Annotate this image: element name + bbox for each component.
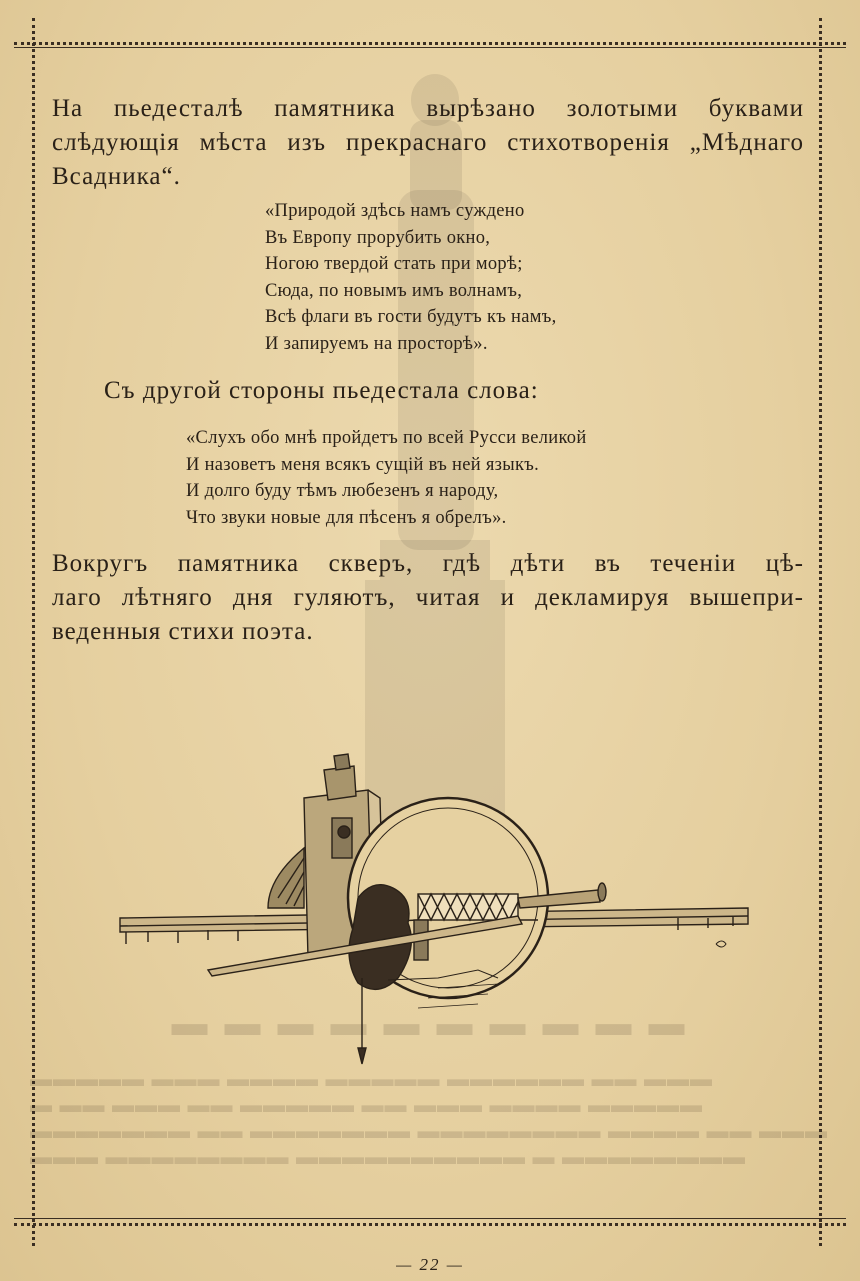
frame-right-dotted <box>819 18 822 1246</box>
ghost-text: ▬ ▬ ▬ ▬ ▬ ▬ ▬ ▬ ▬ ▬ ▬▬▬▬▬ ▬▬▬ ▬▬▬▬ ▬▬▬▬▬ ▬▬▬▬▬▬ ▬▬ ▬▬▬ ▬ ▬▬ ▬▬▬ ▬▬ ▬▬▬▬▬ ▬▬ ▬▬▬ ▬▬▬▬ ▬▬▬▬▬ ▬▬▬▬▬▬▬ ▬▬ ▬▬▬▬▬▬▬ ▬▬▬▬▬▬▬▬ ▬▬▬▬ ▬▬ ▬▬▬ ▬▬▬ ▬▬▬▬▬▬▬▬ ▬▬▬▬▬▬▬▬▬▬ ▬ ▬▬▬▬▬▬▬▬ <box>30 1003 828 1169</box>
poem-line: И долго буду тѣмъ любезенъ я народу, <box>186 481 499 501</box>
poem-line: Ногою твердой стать при морѣ; <box>265 254 523 274</box>
paragraph-square <box>52 547 804 649</box>
text-line: Всадника“. <box>52 163 181 190</box>
paragraph-pedestal-intro <box>52 92 804 194</box>
vignette-monument-bridge-rails-icon <box>118 748 758 1078</box>
text-line: веденныя стихи поэта. <box>52 618 314 645</box>
poem-line: «Слухъ обо мнѣ пройдетъ по всей Русси великой <box>186 428 587 448</box>
paragraph-other-side <box>104 374 804 408</box>
poem-line: И запируемъ на просторѣ». <box>265 333 488 354</box>
text-line: слѣдующія мѣста изъ прекраснаго стихотворенія „Мѣднаго <box>52 129 804 156</box>
page-number: — 22 — <box>396 1255 464 1274</box>
poem-monument <box>186 425 587 531</box>
poem-line: И назоветъ меня всякъ сущій въ ней языкъ. <box>186 454 540 475</box>
poem-bronze-horseman <box>265 198 557 357</box>
frame-bottom-dotted <box>14 1223 846 1226</box>
frame-bottom-rule <box>14 1218 846 1219</box>
frame-top-dotted <box>14 42 846 45</box>
frame-left-dotted <box>32 18 35 1246</box>
frame-top-rule <box>14 47 846 48</box>
text-line: лаго лѣтняго дня гуляютъ, читая и декламируя вышепри- <box>52 584 804 611</box>
text-line: На пьедесталѣ памятника вырѣзано золотыми буквами <box>52 95 804 122</box>
poem-line: Всѣ флаги въ гости будутъ къ намъ, <box>265 307 557 327</box>
poem-line: Сюда, по новымъ имъ волнамъ, <box>265 280 523 301</box>
poem-line: Въ Европу прорубить окно, <box>265 227 491 248</box>
poem-line: Что звуки новые для пѣсенъ я обрелъ». <box>186 507 507 528</box>
text-line: Вокругъ памятника скверъ, гдѣ дѣти въ теченіи цѣ- <box>52 550 804 577</box>
text-line: Съ другой стороны пьедестала слова: <box>104 377 539 404</box>
poem-line: «Природой здѣсь намъ суждено <box>265 201 525 221</box>
